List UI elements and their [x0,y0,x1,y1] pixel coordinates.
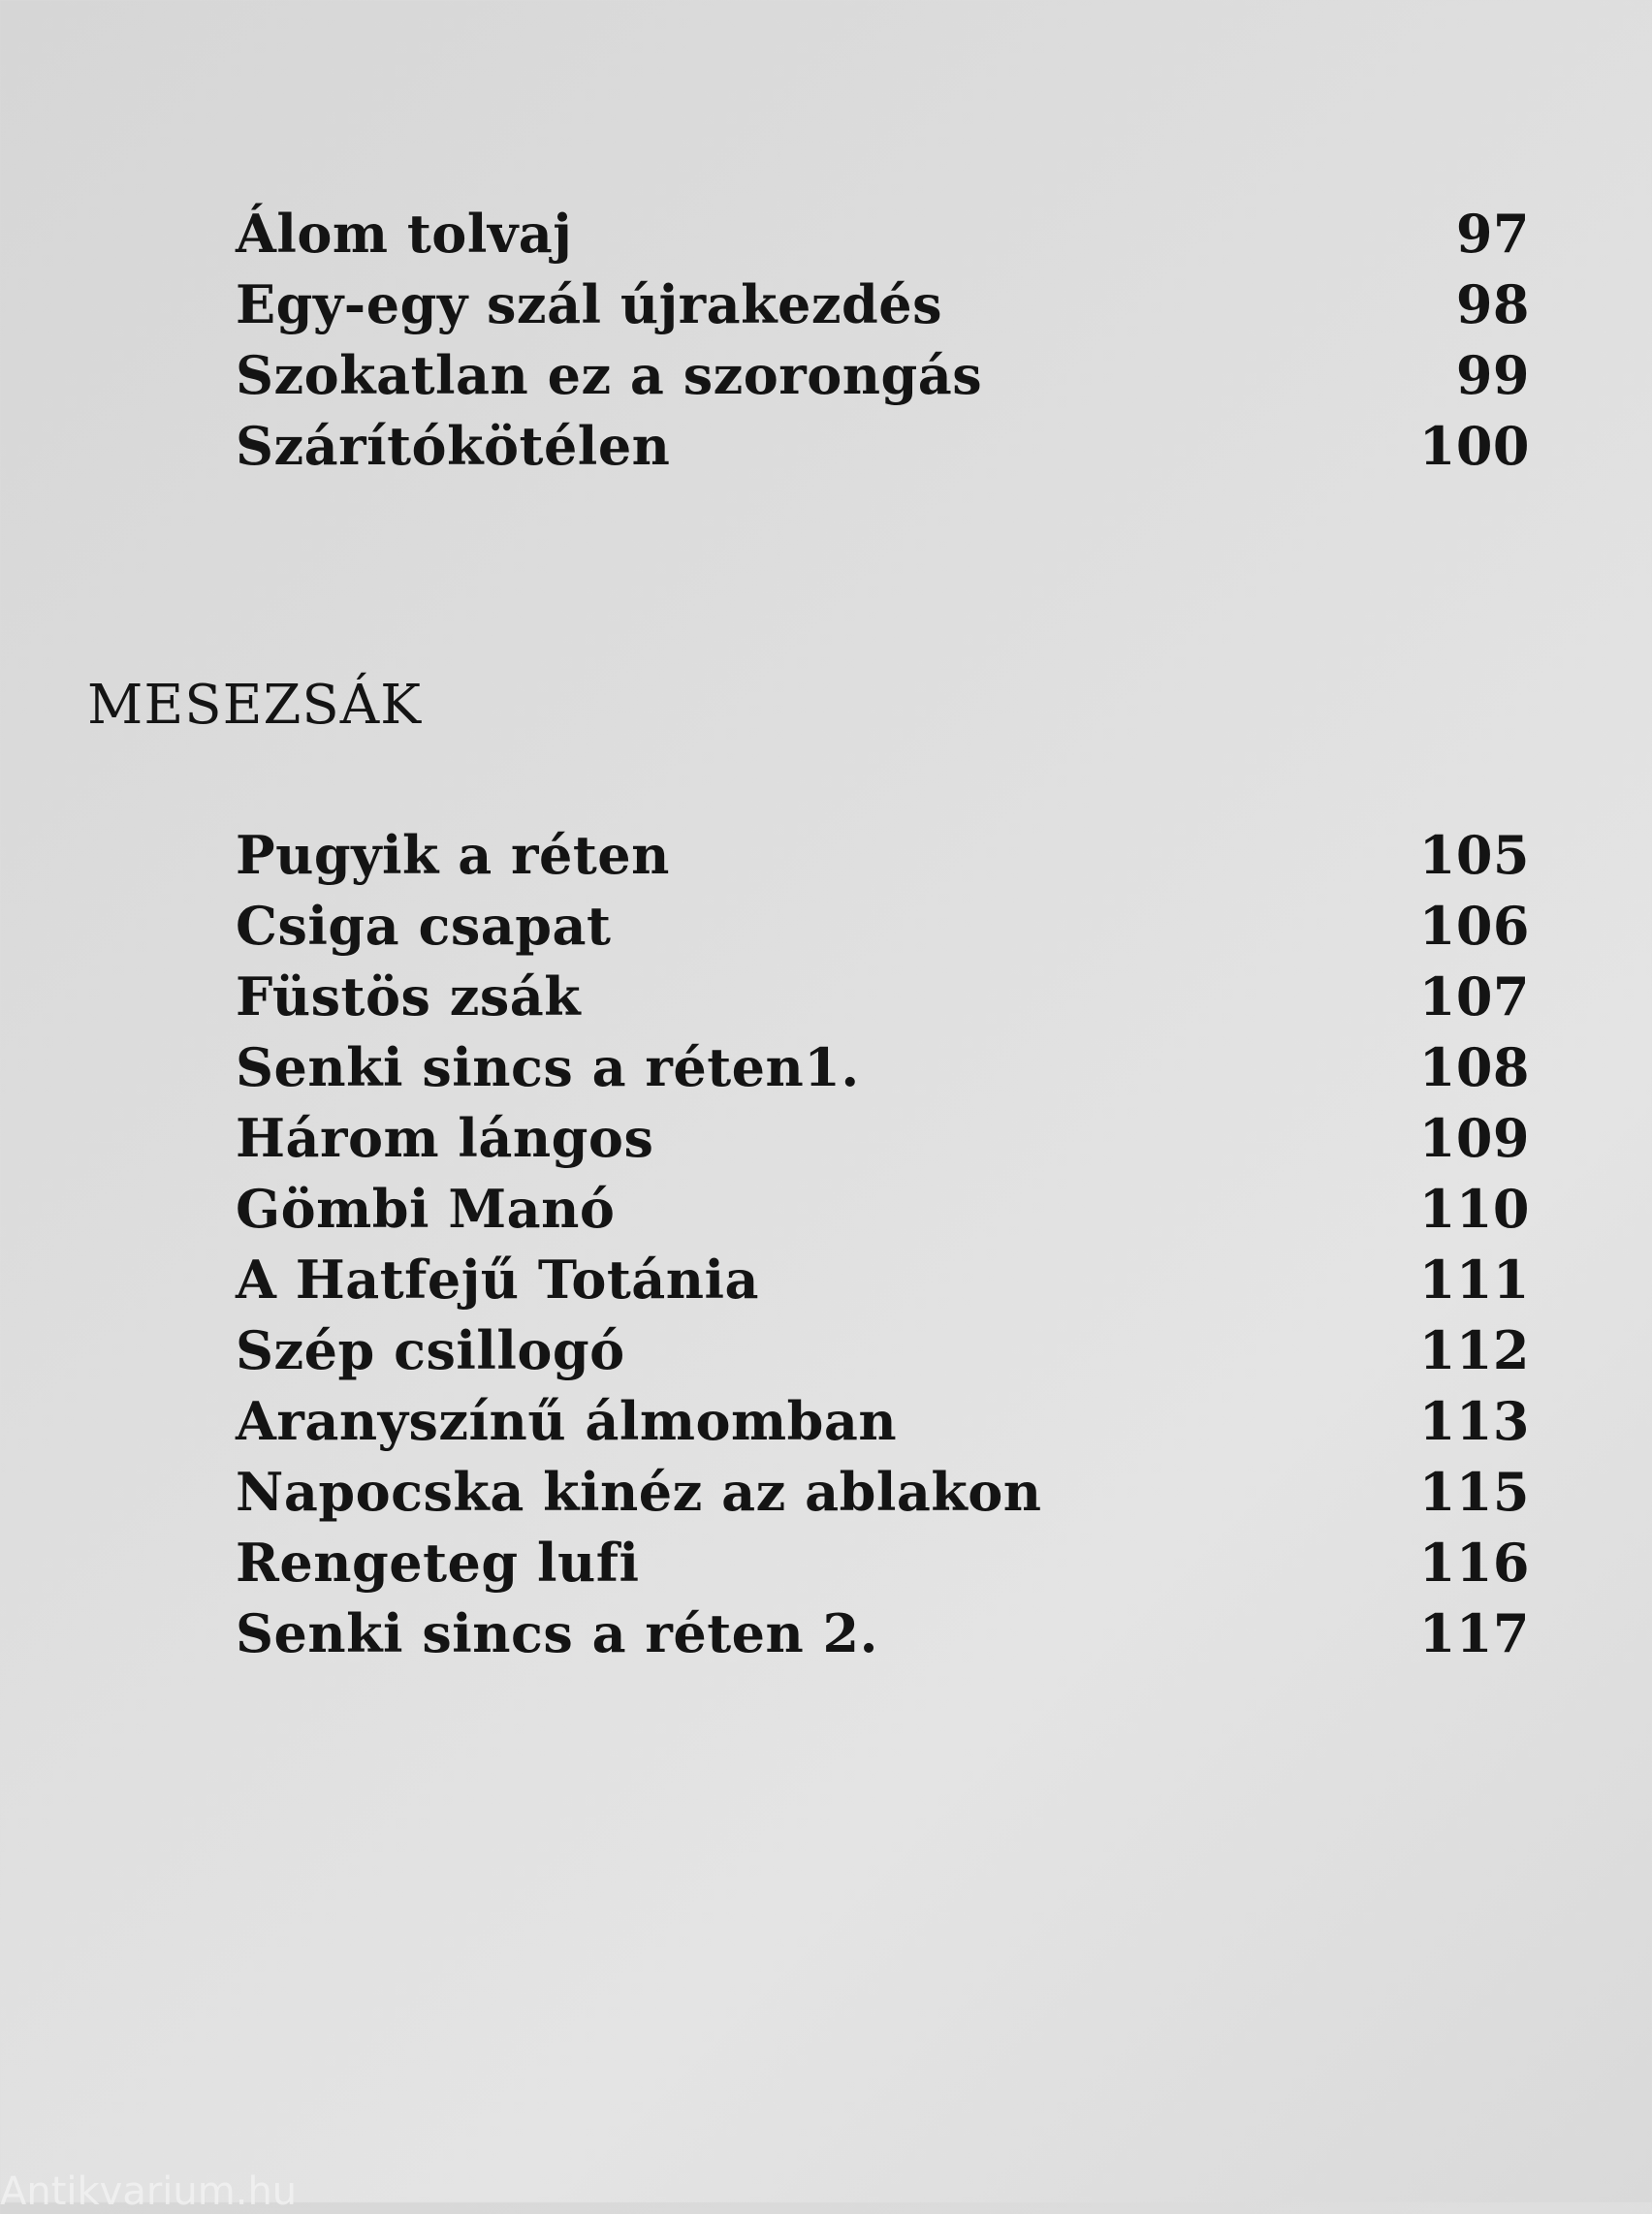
toc-entry [236,411,1530,482]
toc-entry-page: 106 [1418,895,1530,957]
toc-entry-page: 115 [1418,1461,1530,1523]
watermark: Antikvarium.hu [0,2169,298,2214]
toc-entry [236,1103,1530,1174]
toc-list-second [236,820,1530,1669]
toc-entry-page: 109 [1418,1107,1530,1169]
toc-entry-title: Pugyik a réten [236,824,670,886]
toc-entry-title: A Hatfejű Totánia [236,1249,760,1311]
toc-entry [236,820,1530,891]
section-heading: MESEZSÁK [87,674,423,737]
toc-entry-title: Egy-egy szál újrakezdés [236,273,943,335]
toc-entry [236,1245,1530,1315]
toc-entry-title: Senki sincs a réten1. [236,1036,860,1098]
toc-entry [236,891,1530,962]
toc-entry [236,1174,1530,1245]
toc-entry [236,962,1530,1032]
toc-entry-title: Szárítókötélen [236,415,671,477]
toc-entry-title: Senki sincs a réten 2. [236,1602,878,1664]
toc-entry-page: 113 [1418,1390,1530,1452]
toc-entry-page: 116 [1418,1532,1530,1594]
toc-entry [236,1032,1530,1103]
toc-entry-title: Napocska kinéz az ablakon [236,1461,1042,1523]
toc-entry-page: 108 [1418,1036,1530,1098]
toc-entry [236,1598,1530,1669]
toc-entry [236,1315,1530,1386]
toc-entry-title: Aranyszínű álmomban [236,1390,898,1452]
toc-entry-page: 112 [1418,1319,1530,1381]
toc-entry-page: 105 [1418,824,1530,886]
toc-entry [236,1528,1530,1598]
toc-entry-title: Szép csillogó [236,1319,625,1381]
toc-entry [236,1457,1530,1528]
toc-entry [236,199,1530,269]
toc-list-first [236,199,1530,482]
toc-entry [236,340,1530,411]
toc-entry-page: 117 [1418,1602,1530,1664]
toc-entry-page: 111 [1418,1249,1530,1311]
toc-entry-page: 99 [1455,344,1530,406]
toc-entry-title: Rengeteg lufi [236,1532,640,1594]
toc-entry-title: Füstös zsák [236,965,582,1028]
toc-entry-page: 107 [1418,965,1530,1028]
toc-entry-page: 98 [1455,273,1530,335]
toc-entry [236,1386,1530,1457]
toc-entry-page: 100 [1418,415,1530,477]
toc-entry-title: Három lángos [236,1107,654,1169]
toc-entry-title: Álom tolvaj [236,203,573,265]
toc-entry-title: Szokatlan ez a szorongás [236,344,983,406]
toc-entry-title: Csiga csapat [236,895,612,957]
toc-entry [236,269,1530,340]
toc-entry-page: 97 [1455,203,1530,265]
toc-entry-title: Gömbi Manó [236,1178,616,1240]
toc-entry-page: 110 [1418,1178,1530,1240]
